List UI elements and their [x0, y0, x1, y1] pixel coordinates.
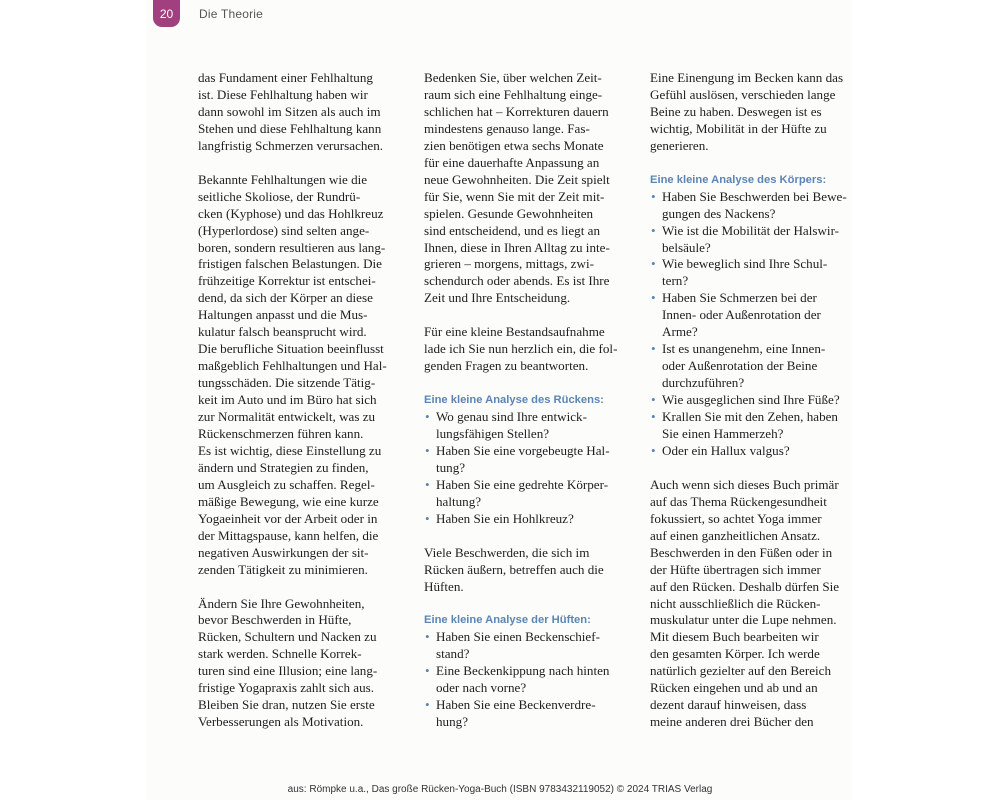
list-item: [424, 477, 629, 511]
text-line: Arme?: [662, 324, 698, 340]
paragraph: [198, 172, 403, 579]
text-line: hung?: [436, 714, 468, 730]
text-line: Wie beweglich sind Ihre Schul-: [662, 256, 828, 272]
text-line: genden Fragen zu beantworten.: [424, 358, 589, 374]
text-line: Hüften.: [424, 578, 464, 594]
text-line: Bekannte Fehlhaltungen wie die: [198, 171, 368, 187]
text-line: auf das Thema Rückengesundheit: [650, 493, 827, 509]
paragraph: [424, 324, 629, 375]
text-line: dezent darauf hinweisen, dass: [650, 697, 807, 713]
bullet-list-back: [424, 409, 629, 528]
text-line: Haben Sie Schmerzen bei der: [662, 290, 817, 306]
text-line: zien benötigen etwa sechs Monate: [424, 137, 604, 153]
text-line: Wie ausgeglichen sind Ihre Füße?: [662, 392, 840, 408]
text-line: Rückenschmerzen führen kann.: [198, 426, 364, 441]
bullet-icon: •: [651, 256, 656, 272]
page-number-badge: 20: [153, 0, 180, 27]
page-header: [153, 0, 263, 27]
text-line: cken (Kyphose) und das Hohlkreuz: [198, 205, 384, 221]
bullet-list-body: [650, 189, 855, 460]
text-line: Zeit und Ihre Entscheidung.: [424, 290, 571, 306]
bullet-list-hips: [424, 629, 629, 731]
text-line: der Mittagspause, kann helfen, die: [198, 527, 379, 543]
list-item: [650, 392, 855, 409]
bullet-icon: •: [425, 442, 430, 458]
text-line: generieren.: [650, 137, 709, 153]
text-line: lade ich Sie nun herzlich ein, die fol-: [424, 341, 618, 357]
text-line: Verbesserungen als Motivation.: [198, 714, 364, 730]
text-line: zur Normalität entwickelt, was zu: [198, 409, 376, 425]
bullet-icon: •: [651, 442, 656, 458]
bullet-icon: •: [651, 222, 656, 238]
text-line: stand?: [436, 646, 470, 662]
text-line: muskulatur unter die Lupe nehmen.: [650, 612, 837, 628]
text-line: neue Gewohnheiten. Die Zeit spielt: [424, 171, 610, 187]
text-line: mäßige Bewegung, wie eine kurze: [198, 493, 379, 509]
text-line: Haben Sie Beschwerden bei Bewe-: [662, 188, 847, 204]
bullet-icon: •: [651, 409, 656, 425]
list-item: [650, 341, 855, 392]
text-line: Krallen Sie mit den Zehen, haben: [662, 409, 838, 425]
text-line: schendurch oder abends. Es ist Ihre: [424, 273, 610, 289]
text-line: Es ist wichtig, diese Einstellung zu: [198, 442, 382, 458]
text-line: Haben Sie eine gedrehte Körper-: [436, 476, 609, 492]
text-line: Bleiben Sie dran, nutzen Sie erste: [198, 697, 375, 713]
text-line: Für eine kleine Bestandsaufnahme: [424, 324, 605, 340]
text-line: Stehen und diese Fehlhaltung kann: [198, 120, 382, 136]
text-line: Haben Sie einen Beckenschief-: [436, 629, 600, 645]
text-column-2: [424, 70, 629, 731]
text-line: tung?: [436, 459, 466, 475]
text-line: auf den Rücken. Deshalb dürfen Sie: [650, 578, 840, 594]
text-line: Rücken, Schultern und Nacken zu: [198, 629, 377, 645]
text-line: negativen Auswirkungen der sit-: [198, 544, 369, 560]
text-line: spielen. Gesunde Gewohnheiten: [424, 205, 594, 221]
list-item: [424, 697, 629, 731]
text-line: natürlich gezielter auf den Bereich: [650, 663, 832, 679]
section-heading-back-analysis: Eine kleine Analyse des Rückens:: [424, 394, 604, 407]
text-line: der Hüfte übertragen sich immer: [650, 561, 821, 577]
text-line: zenden Tätigkeit zu minimieren.: [198, 561, 368, 577]
bullet-icon: •: [651, 392, 656, 408]
text-line: Oder ein Hallux valgus?: [662, 442, 790, 458]
list-item: [650, 290, 855, 341]
text-line: boren, sondern resultieren aus lang-: [198, 239, 386, 255]
text-line: frühzeitige Korrektur ist entschei-: [198, 273, 376, 289]
bullet-icon: •: [425, 409, 430, 425]
text-line: lungsfähigen Stellen?: [436, 425, 550, 441]
text-line: auf einen ganzheitlichen Ansatz.: [650, 527, 821, 543]
text-line: belsäule?: [662, 239, 711, 255]
bullet-icon: •: [425, 663, 430, 679]
list-item: [424, 663, 629, 697]
text-line: (Hyperlordose) sind selten ange-: [198, 222, 370, 238]
text-line: Haben Sie eine vorgebeugte Hal-: [436, 442, 610, 458]
text-line: oder Außenrotation der Beine: [662, 358, 818, 374]
text-line: das Fundament einer Fehlhaltung: [198, 70, 373, 85]
text-line: Beschwerden in den Füßen oder in: [650, 544, 833, 560]
bullet-icon: •: [425, 476, 430, 492]
text-line: Sie einen Hammerzeh?: [662, 426, 784, 441]
text-line: Gefühl auslösen, verschieden lange: [650, 86, 836, 102]
paragraph: [650, 70, 855, 155]
text-line: raum sich eine Fehlhaltung einge-: [424, 86, 603, 102]
bullet-icon: •: [425, 510, 430, 526]
text-line: Haben Sie eine Beckenverdre-: [436, 697, 596, 713]
list-item: [650, 443, 855, 460]
text-line: langfristig Schmerzen verursachen.: [198, 137, 384, 153]
text-line: stark werden. Schnelle Korrek-: [198, 646, 362, 662]
text-line: dann sowohl im Sitzen als auch im: [198, 103, 381, 119]
text-line: keit im Auto und im Büro hat sich: [198, 392, 377, 408]
text-line: sind entscheidend, und es liegt an: [424, 222, 600, 238]
bullet-icon: •: [651, 290, 656, 306]
paragraph: [198, 596, 403, 732]
text-line: bevor Beschwerden in Hüfte,: [198, 612, 352, 628]
bullet-icon: •: [425, 697, 430, 713]
text-line: wichtig, Mobilität in der Hüfte zu: [650, 120, 827, 136]
section-heading-body-analysis: Eine kleine Analyse des Körpers:: [650, 173, 827, 186]
list-item: [650, 189, 855, 223]
text-line: oder nach vorne?: [436, 680, 527, 696]
text-line: Eine Beckenkippung nach hinten: [436, 663, 610, 679]
text-line: durchzuführen?: [662, 375, 745, 391]
text-line: haltung?: [436, 493, 482, 509]
list-item: [424, 409, 629, 443]
text-line: den gesamten Körper. Ich werde: [650, 646, 820, 662]
text-line: tern?: [662, 273, 689, 289]
text-line: Rücken äußern, betreffen auch die: [424, 561, 604, 577]
text-line: maßgeblich Fehlhaltungen und Hal-: [198, 358, 387, 374]
text-line: um Ausgleich zu schaffen. Regel-: [198, 476, 375, 492]
text-line: Eine Einengung im Becken kann das: [650, 70, 844, 85]
text-column-1: [198, 70, 403, 731]
text-line: Mit diesem Buch bearbeiten wir: [650, 629, 819, 645]
text-line: seitliche Skoliose, der Rundrü-: [198, 188, 361, 204]
text-line: nicht ausschließlich die Rücken-: [650, 595, 821, 611]
text-line: für Sie, wenn Sie mit der Zeit mit-: [424, 188, 605, 204]
list-item: [650, 409, 855, 443]
bullet-icon: •: [425, 629, 430, 645]
list-item: [424, 511, 629, 528]
text-line: Wie ist die Mobilität der Halswir-: [662, 222, 840, 238]
section-heading-hip-analysis: Eine kleine Analyse der Hüften:: [424, 614, 591, 627]
paragraph: [424, 545, 629, 596]
text-line: fokussiert, so achtet Yoga immer: [650, 510, 822, 526]
paragraph: [198, 70, 403, 155]
list-item: [424, 443, 629, 477]
text-line: ist. Diese Fehlhaltung haben wir: [198, 86, 368, 102]
paragraph: [650, 477, 855, 731]
chapter-title: Die Theorie: [199, 6, 264, 21]
text-line: fristige Yogapraxis zahlt sich aus.: [198, 680, 375, 696]
text-line: Haltungen anpasst und die Mus-: [198, 307, 368, 323]
text-line: grieren – morgens, mittags, zwi-: [424, 256, 594, 272]
text-line: turen sind eine Illusion; eine lang-: [198, 663, 378, 679]
list-item: [650, 223, 855, 257]
text-column-3: [650, 70, 855, 731]
text-line: ändern und Strategien zu finden,: [198, 459, 369, 475]
text-line: meine anderen drei Bücher den: [650, 714, 814, 730]
text-line: Haben Sie ein Hohlkreuz?: [436, 510, 574, 526]
text-line: Rücken eingehen und ab und an: [650, 680, 818, 696]
text-line: Viele Beschwerden, die sich im: [424, 544, 590, 560]
paragraph: [424, 70, 629, 307]
text-line: gungen des Nackens?: [662, 205, 776, 221]
text-line: Innen- oder Außenrotation der: [662, 307, 821, 323]
bullet-icon: •: [651, 188, 656, 204]
text-line: Ist es unangenehm, eine Innen-: [662, 341, 826, 357]
text-line: Ihnen, diese in Ihren Alltag zu inte-: [424, 239, 610, 255]
text-line: kulatur falsch beansprucht wird.: [198, 324, 367, 340]
text-line: fristigen falschen Belastungen. Die: [198, 256, 382, 272]
text-line: Beine zu haben. Deswegen ist es: [650, 103, 822, 119]
text-line: Bedenken Sie, über welchen Zeit-: [424, 70, 602, 85]
bullet-icon: •: [651, 341, 656, 357]
text-line: mindestens genauso lange. Fas-: [424, 120, 590, 136]
text-line: Wo genau sind Ihre entwick-: [436, 409, 587, 425]
text-line: Auch wenn sich dieses Buch primär: [650, 476, 839, 492]
text-line: Ändern Sie Ihre Gewohnheiten,: [198, 595, 365, 611]
text-line: für eine dauerhafte Anpassung an: [424, 154, 600, 170]
text-line: schlichen hat – Korrekturen dauern: [424, 103, 609, 119]
copyright-footer: aus: Römpke u.a., Das große Rücken-Yoga-Buch (ISBN 9783432119052) © 2024 TRIAS Verlag: [287, 784, 713, 795]
list-item: [650, 256, 855, 290]
text-line: tungsschäden. Die sitzende Tätig-: [198, 375, 376, 391]
list-item: [424, 629, 629, 663]
text-line: Die berufliche Situation beeinflusst: [198, 341, 384, 357]
text-line: dend, da sich der Körper an diese: [198, 290, 373, 306]
text-line: Yogaeinheit vor der Arbeit oder in: [198, 510, 378, 526]
